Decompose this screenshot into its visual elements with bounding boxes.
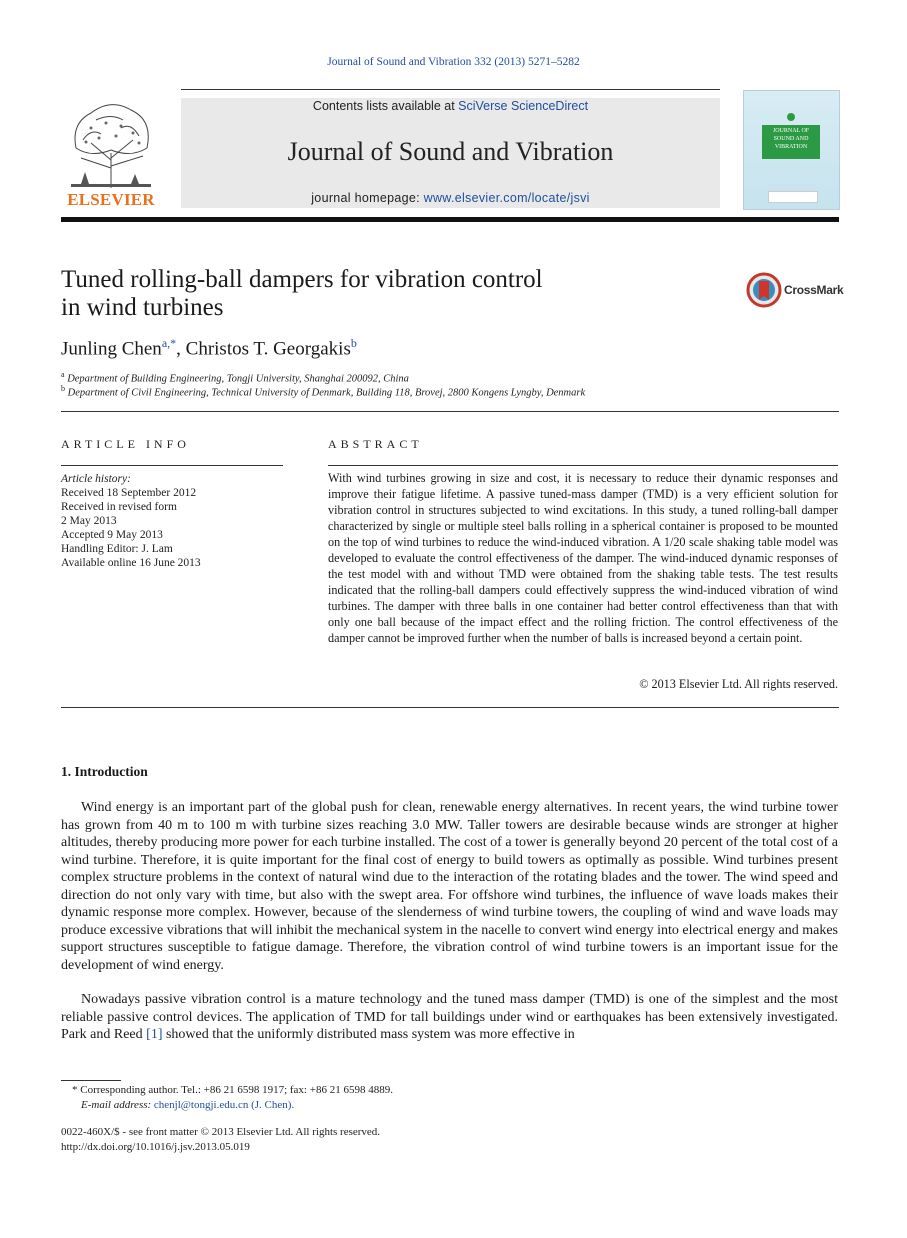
paragraph-2-start: Nowadays passive vibration control is a mature technology and the tuned mass damper (TMD) is one of the simplest and the most reliable passive control devices. The application of TMD for tall buildings under wind or earthquakes has been extensively investigated. Park and Reed xyxy=(61,992,838,1042)
homepage-prefix: journal homepage: xyxy=(311,191,424,205)
article-history-label: Article history: xyxy=(61,473,131,485)
crossmark-badge[interactable] xyxy=(746,272,844,308)
corresponding-author-note: * Corresponding author. Tel.: +86 21 6598 1917; fax: +86 21 6598 4889. xyxy=(72,1084,393,1096)
affiliation-a-mark: a xyxy=(61,370,65,379)
section-heading-introduction: 1. Introduction xyxy=(61,764,148,779)
homepage-link[interactable]: www.elsevier.com/locate/jsvi xyxy=(423,191,590,205)
affiliation-a xyxy=(61,370,409,385)
header-thick-rule xyxy=(61,217,839,222)
history-available-online: Available online 16 June 2013 xyxy=(61,557,201,569)
history-received: Received 18 September 2012 xyxy=(61,487,197,499)
abstract-copyright: © 2013 Elsevier Ltd. All rights reserved. xyxy=(639,677,838,691)
email-label: E-mail address: xyxy=(81,1099,154,1111)
author-2-affiliation-mark[interactable]: b xyxy=(350,336,357,350)
author-1[interactable]: Junling Chen xyxy=(61,338,162,360)
journal-citation[interactable]: Journal of Sound and Vibration 332 (2013) 5271–5282 xyxy=(327,56,580,68)
elsevier-wordmark: ELSEVIER xyxy=(67,190,155,209)
author-separator: , xyxy=(176,338,186,360)
article-info-heading: ARTICLE INFO xyxy=(61,437,190,451)
contents-prefix: Contents lists available at xyxy=(312,99,459,113)
journal-name: Journal of Sound and Vibration xyxy=(287,137,614,166)
author-1-affiliation-mark[interactable]: a,* xyxy=(161,336,177,350)
abstract-heading: ABSTRACT xyxy=(328,437,423,451)
affiliation-b-text: Department of Civil Engineering, Technical University of Denmark, Building 118, Brovej, 2800 Kongens Lyngby, Denmark xyxy=(67,387,586,399)
reference-link-1[interactable]: [1] xyxy=(146,1027,163,1042)
intro-paragraph-1: Wind energy is an important part of the global push for clean, renewable energy alternatives. In recent years, the wind turbine tower has grown from 40 m to 100 m with turbine sizes reaching 3.0 MW. Taller towers are desirable because winds are stronger at higher altitudes, thereby producing more power for each turbine installed. The cost of a tower is generally beyond 20 percent of the total cost of a wind turbine. Therefore, it is quite important for the final cost of energy to build towers as optimally as possible. Wind turbines present complex structure problems in the context of natural wind due to the interaction of the rotating blades and the tower. The wind speed and direction do not only vary with time, but also with the swept area. For offshore wind turbines, the influence of wave loads makes their dynamic response more complex. However, because of the slenderness of wind turbine towers, the coupling of wind and wave loads may produce excessive vibrations that will inhibit the mechanical system in the nacelle to convert wind energy into electrical energy and makes support structures susceptible to fatigue damage. Therefore, the vibration control of wind turbine towers is an important issue for the development of wind energy. xyxy=(61,800,839,973)
intro-paragraph-2 xyxy=(61,991,838,1044)
sciencedirect-link[interactable]: SciVerse ScienceDirect xyxy=(458,99,589,113)
contents-line xyxy=(181,99,720,113)
cover-publisher-badge xyxy=(768,191,818,203)
doi-link[interactable]: http://dx.doi.org/10.1016/j.jsv.2013.05.019 xyxy=(61,1141,250,1153)
crossmark-icon xyxy=(746,272,782,308)
author-list xyxy=(61,336,357,360)
header-top-rule xyxy=(181,89,720,90)
abstract-bottom-rule xyxy=(61,707,839,708)
issn-line: 0022-460X/$ - see front matter © 2013 Elsevier Ltd. All rights reserved. xyxy=(61,1126,381,1138)
cover-logo-icon xyxy=(787,113,795,121)
history-revised-label: Received in revised form xyxy=(61,501,177,513)
abstract-text: With wind turbines growing in size and cost, it is necessary to reduce their dynamic responses and improve their fatigue lifetime. A passive tuned-mass damper (TMD) is a very efficient solution for vibration control in structures subjected to wind excitations. In this study, a tuned rolling-ball damper characterized by single or multiple steel balls rolling in a spherical container is proposed to be mounted on the top of wind turbines to reduce the wind-induced vibration. A 1/20 scale shaking table model was developed to evaluate the control effectiveness of the damper. The wind-induced dynamic responses of the test model with and without TMD were obtained from the shaking table tests. The test results indicated that the rolling-ball dampers could effectively suppress the wind-induced vibration of wind turbines. The damper with three balls in one container had better control effectiveness than that with only one ball because of the impact effect and the rolling friction. The control effectiveness of the damper cannot be improved further when the number of balls is increased beyond a certain point. xyxy=(328,471,838,645)
title-line-2: in wind turbines xyxy=(61,294,224,321)
author-2[interactable]: Christos T. Georgakis xyxy=(185,338,351,360)
affiliation-b xyxy=(61,384,585,399)
crossmark-label: CrossMark xyxy=(784,283,844,297)
history-revised-date: 2 May 2013 xyxy=(61,515,117,527)
affiliation-a-text: Department of Building Engineering, Tongji University, Shanghai 200092, China xyxy=(67,373,409,385)
journal-cover-thumbnail[interactable] xyxy=(743,90,840,210)
title-block-rule xyxy=(61,411,839,412)
affiliation-b-mark: b xyxy=(61,384,65,393)
email-note xyxy=(81,1099,294,1111)
email-link[interactable]: chenjl@tongji.edu.cn (J. Chen). xyxy=(153,1099,295,1111)
paragraph-2-end: showed that the uniformly distributed mass system was more effective in xyxy=(162,1027,575,1042)
history-accepted: Accepted 9 May 2013 xyxy=(61,529,163,541)
history-handling-editor: Handling Editor: J. Lam xyxy=(61,543,173,555)
article-info-rule xyxy=(61,465,283,466)
abstract-rule xyxy=(328,465,838,466)
journal-homepage-line xyxy=(181,191,720,205)
title-line-1: Tuned rolling-ball dampers for vibration control xyxy=(61,266,543,293)
cover-title: JOURNAL OF SOUND AND VIBRATION xyxy=(762,125,820,159)
footnote-rule xyxy=(61,1080,121,1081)
article-title xyxy=(61,266,681,322)
